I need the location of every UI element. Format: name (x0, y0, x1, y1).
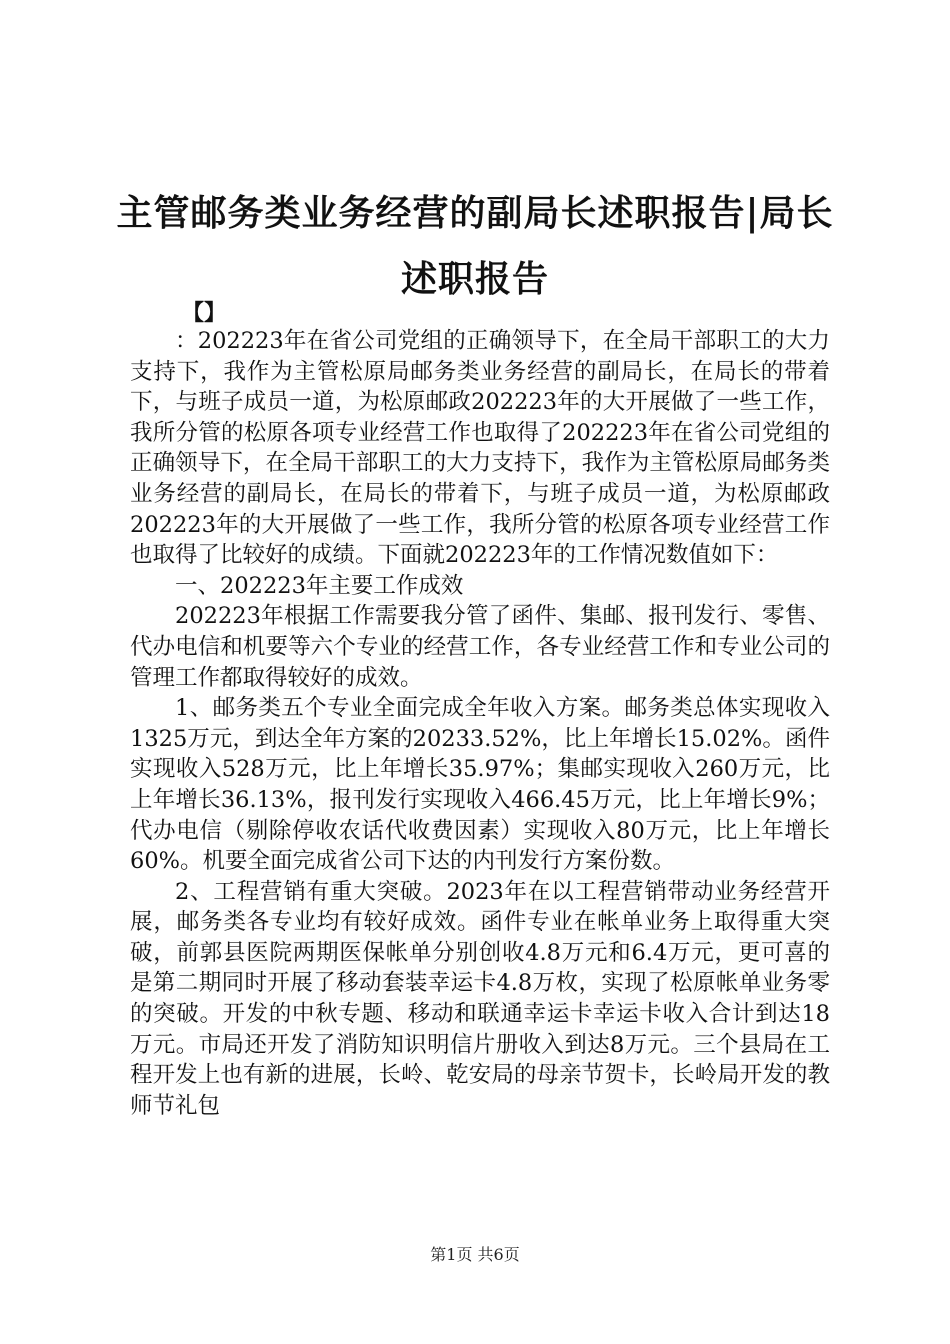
paragraph-overview: 202223年根据工作需要我分管了函件、集邮、报刊发行、零售、代办电信和机要等六个专业的经营工作，各专业经营工作和专业公司的管理工作都取得较好的成效。 (130, 603, 830, 691)
section-heading: 一、202223年主要工作成效 (175, 572, 464, 599)
page-footer: 第1页 共6页 (430, 1245, 520, 1264)
paragraph-item-2: 2、工程营销有重大突破。2023年在以工程营销带动业务经营开展，邮务类各专业均有较好成效。函件专业在帐单业务上取得重大突破，前郭县医院两期医保帐单分别创收4.8万元和6.4万元，更可喜的是第二期同时开展了移动套装幸运卡4.8万枚，实现了松原帐单业务零的突破。开发的中秋专题、移动和联通幸运卡幸运卡收入合计到达18万元。市局还开发了消防知识明信片册收入到达8万元。三个县局在工程开发上也有新的进展，长岭、乾安局的母亲节贺卡，长岭局开发的教师节礼包 (130, 878, 830, 1119)
bracket-marker: 【】 (182, 300, 227, 326)
document-title: 主管邮务类业务经营的副局长述职报告|局长述职报告 (116, 192, 834, 300)
paragraph-item-1: 1、邮务类五个专业全面完成全年收入方案。邮务类总体实现收入1325万元，到达全年方案的20233.52%，比上年增长15.02%。函件实现收入528万元，比上年增长35.97%；集邮实现收入260万元，比上年增长36.13%，报刊发行实现收入466.45万元，比上年增长9%；代办电信（剔除停收农话代收费因素）实现收入80万元，比上年增长60%。机要全面完成省公司下达的内刊发行方案份数。 (130, 695, 830, 875)
document-body (130, 326, 830, 1121)
paragraph-intro: ：202223年在省公司党组的正确领导下，在全局干部职工的大力支持下，我作为主管松原局邮务类业务经营的副局长，在局长的带着下，与班子成员一道，为松原邮政202223年的大开展做了一些工作，我所分管的松原各项专业经营工作也取得了202223年在省公司党组的正确领导下，在全局干部职工的大力支持下，我作为主管松原局邮务类业务经营的副局长，在局长的带着下，与班子成员一道，为松原邮政202223年的大开展做了一些工作，我所分管的松原各项专业经营工作也取得了比较好的成绩。下面就202223年的工作情况数值如下： (130, 328, 830, 569)
